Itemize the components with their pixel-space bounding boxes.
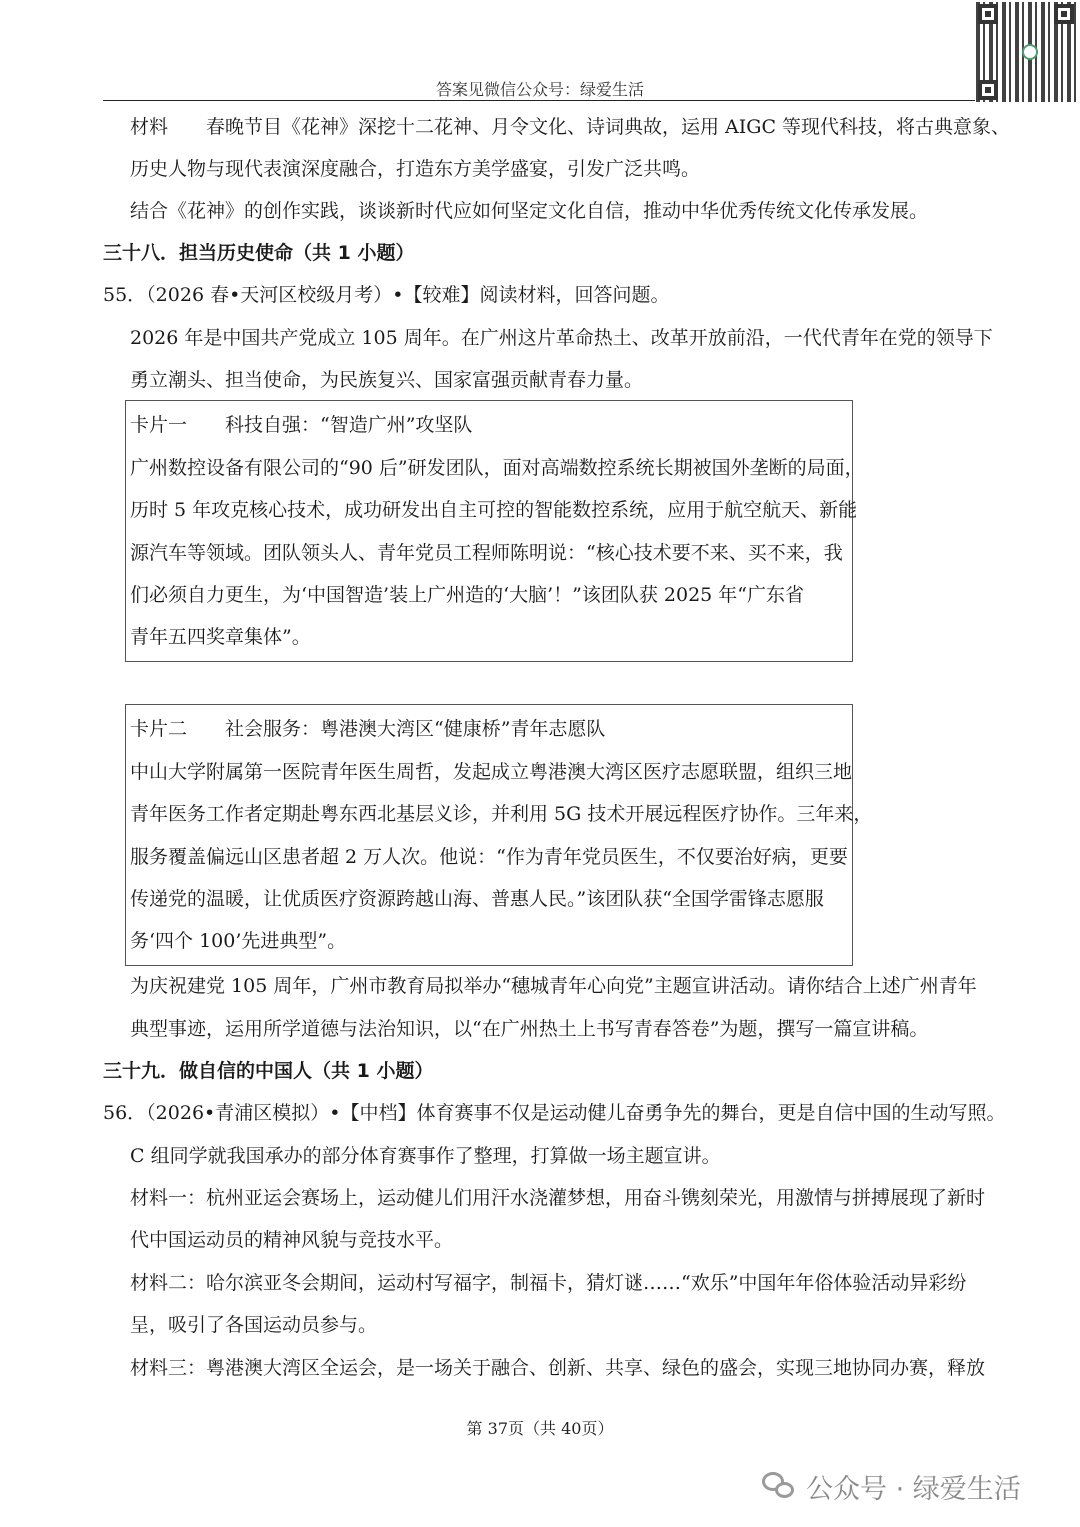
text-line: C 组同学就我国承办的部分体育赛事作了整理，打算做一场主题宣讲。 [130, 1145, 721, 1167]
page-header: 答案见微信公众号：绿爱生活 [435, 80, 644, 99]
watermark-label: 公众号 · 绿爱生活 [806, 1473, 1021, 1505]
text-line: 2026 年是中国共产党成立 105 周年。在广州这片革命热土、改革开放前沿，一代代青年在党的领导下 [130, 327, 993, 349]
text-line: 代中国运动员的精神风貌与竞技水平。 [130, 1229, 454, 1251]
card-text: 服务覆盖偏远山区患者超 2 万人次。他说：“作为青年党员医生，不仅要治好病，更要 [130, 846, 848, 868]
text-line: 结合《花神》的创作实践，谈谈新时代应如何坚定文化自信，推动中华优秀传统文化传承发展。 [130, 200, 929, 222]
header-divider [103, 100, 975, 101]
card-text: 传递党的温暖，让优质医疗资源跨越山海、普惠人民。”该团队获“全国学雷锋志愿服 [130, 888, 824, 910]
card-title: 卡片一 科技自强：“智造广州”攻坚队 [130, 414, 473, 436]
card-text: 青年医务工作者定期赴粤东西北基层义诊，并利用 5G 技术开展远程医疗协作。三年来， [130, 803, 873, 825]
text-line: 典型事迹，运用所学道德与法治知识，以“在广州热土上书写青春答卷”为题，撰写一篇宣讲稿。 [130, 1018, 929, 1040]
card-text: 中山大学附属第一医院青年医生周哲，发起成立粤港澳大湾区医疗志愿联盟，组织三地 [130, 761, 853, 783]
text-line: 材料一：杭州亚运会赛场上，运动健儿们用汗水浇灌梦想，用奋斗镌刻荣光，用激情与拼搏展现了新时 [130, 1187, 986, 1209]
text-line: 为庆祝建党 105 周年，广州市教育局拟举办“穗城青年心向党”主题宣讲活动。请你结合上述广州青年 [130, 975, 977, 997]
card-text: 们必须自力更生，为‘中国智造’装上广州造的‘大脑’！”该团队获 2025 年“广东省 [130, 584, 805, 606]
card-two [125, 704, 853, 966]
card-text: 广州数控设备有限公司的“90 后”研发团队，面对高端数控系统长期被国外垄断的局面， [130, 457, 864, 479]
text-line: 材料 春晚节目《花神》深挖十二花神、月令文化、诗词典故，运用 AIGC 等现代科技，将古典意象、 [130, 116, 1011, 138]
text-line: 呈，吸引了各国运动员参与。 [130, 1314, 378, 1336]
card-title: 卡片二 社会服务：粤港澳大湾区“健康桥”青年志愿队 [130, 718, 606, 740]
card-text: 务‘四个 100’先进典型”。 [130, 930, 347, 952]
text-line: 历史人物与现代表演深度融合，打造东方美学盛宴，引发广泛共鸣。 [130, 158, 701, 180]
section-heading: 三十八．担当历史使命（共 1 小题） [103, 242, 415, 264]
question-header: 56．（2026•青浦区模拟）•【中档】体育赛事不仅是运动健儿奋勇争先的舞台，更是自信中国的生动写照。 [103, 1102, 1006, 1124]
card-text: 源汽车等领域。团队领头人、青年党员工程师陈明说：“核心技术要不来、买不来，我 [130, 542, 843, 564]
card-text: 历时 5 年攻克核心技术，成功研发出自主可控的智能数控系统，应用于航空航天、新能 [130, 499, 858, 521]
section-heading: 三十九．做自信的中国人（共 1 小题） [103, 1060, 434, 1082]
search-icon [1022, 44, 1038, 60]
text-line: 材料二：哈尔滨亚冬会期间，运动村写福字，制福卡，猜灯谜……“欢乐”中国年年俗体验活动异彩纷 [130, 1272, 967, 1294]
text-line: 勇立潮头、担当使命，为民族复兴、国家富强贡献青春力量。 [130, 369, 644, 391]
watermark [762, 1466, 1021, 1506]
text-line: 材料三：粤港澳大湾区全运会，是一场关于融合、创新、共享、绿色的盛会，实现三地协同办赛，释放 [130, 1357, 986, 1379]
page-number: 第 37页（共 40页） [466, 1419, 614, 1438]
question-header: 55．（2026 春•天河区校级月考）•【较难】阅读材料，回答问题。 [103, 284, 670, 306]
card-one [125, 400, 853, 662]
card-text: 青年五四奖章集体”。 [130, 626, 311, 648]
wechat-icon [762, 1472, 796, 1500]
